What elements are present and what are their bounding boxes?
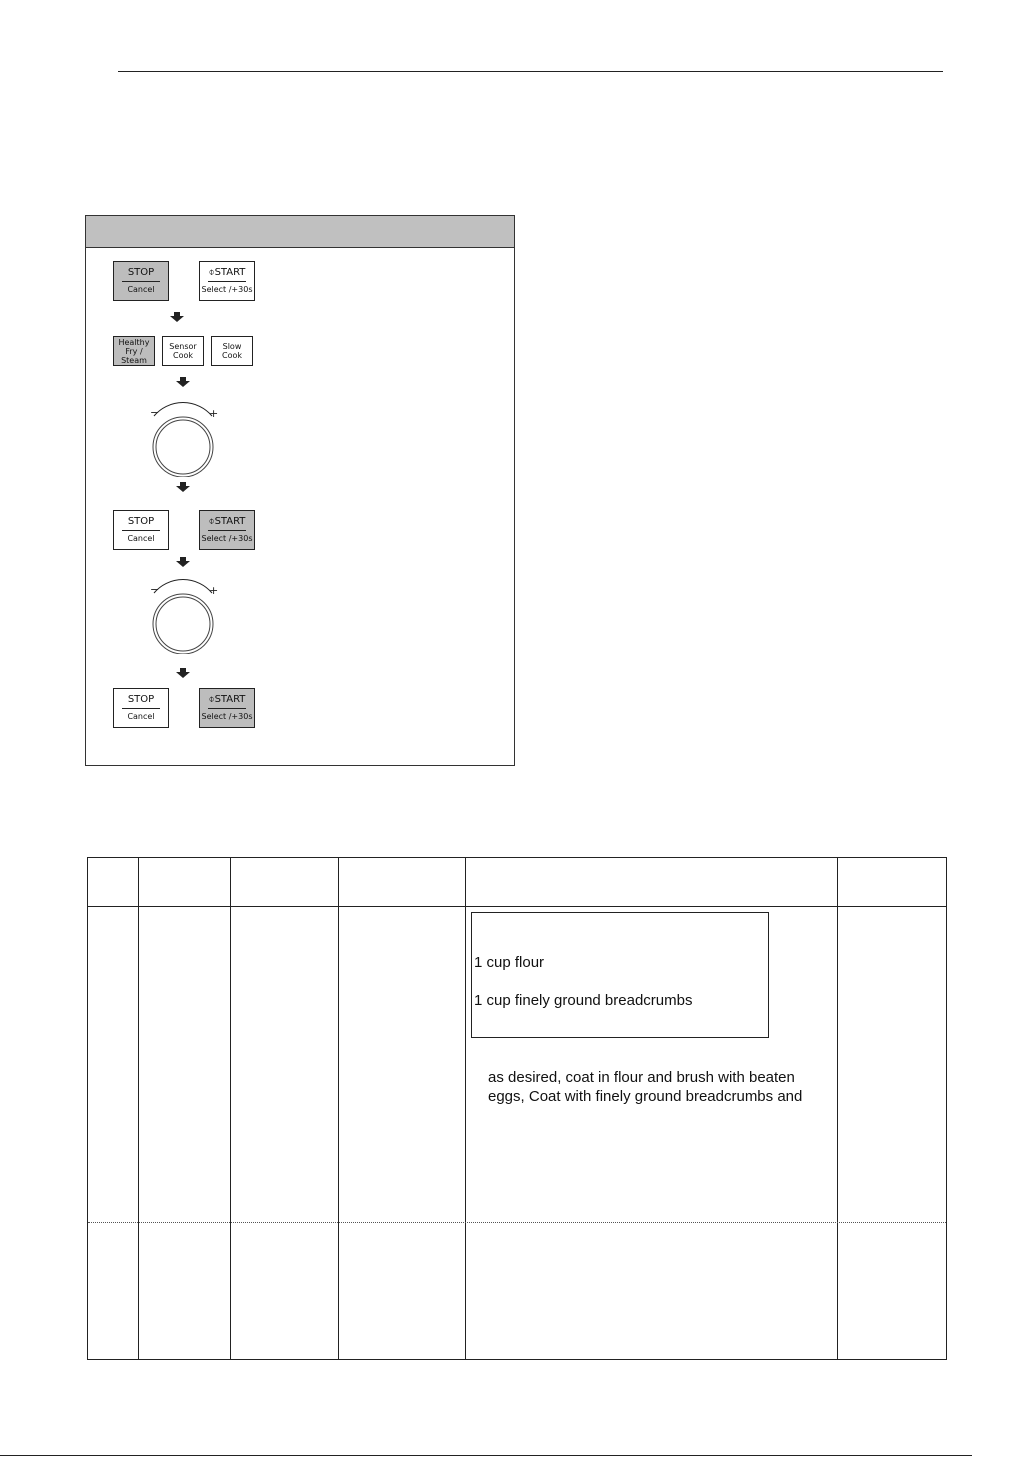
steps-panel-header [86, 216, 514, 248]
stop-cancel-button[interactable]: STOP Cancel [113, 510, 169, 550]
column-divider [465, 858, 466, 1359]
dial-minus-label: − [150, 583, 160, 596]
recipe-table [87, 857, 947, 1360]
healthy-fry-steam-button[interactable]: Healthy Fry / Steam [113, 336, 155, 366]
stop-cancel-button[interactable]: STOP Cancel [113, 688, 169, 728]
footer-rule [0, 1455, 972, 1456]
dial-knob[interactable] [144, 399, 222, 477]
stop-cancel-button[interactable]: STOP Cancel [113, 261, 169, 301]
column-divider [338, 858, 339, 1359]
dial-knob[interactable] [144, 576, 222, 654]
ingredient-item: 1 cup finely ground breadcrumbs [474, 992, 693, 1009]
start-select-button[interactable]: ⌽START Select /+30s [199, 261, 255, 301]
ingredients-box [471, 912, 769, 1038]
steps-panel [85, 215, 515, 766]
row-divider [88, 1222, 946, 1223]
dial-plus-label: + [209, 584, 219, 597]
dial-minus-label: − [150, 406, 160, 419]
start-select-button[interactable]: ⌽START Select /+30s [199, 688, 255, 728]
start-select-button[interactable]: ⌽START Select /+30s [199, 510, 255, 550]
instruction-line: eggs, Coat with finely ground breadcrumbs and [488, 1088, 803, 1105]
column-divider [837, 858, 838, 1359]
sensor-cook-button[interactable]: Sensor Cook [162, 336, 204, 366]
down-arrow-icon [176, 377, 190, 387]
column-divider [230, 858, 231, 1359]
down-arrow-icon [170, 312, 184, 322]
header-rule [118, 71, 943, 72]
instruction-line: as desired, coat in flour and brush with beaten [488, 1069, 795, 1086]
column-divider [138, 858, 139, 1359]
dial-plus-label: + [209, 407, 219, 420]
down-arrow-icon [176, 557, 190, 567]
table-header-rule [88, 906, 946, 907]
slow-cook-button[interactable]: Slow Cook [211, 336, 253, 366]
down-arrow-icon [176, 482, 190, 492]
down-arrow-icon [176, 668, 190, 678]
ingredient-item: 1 cup flour [474, 954, 545, 971]
